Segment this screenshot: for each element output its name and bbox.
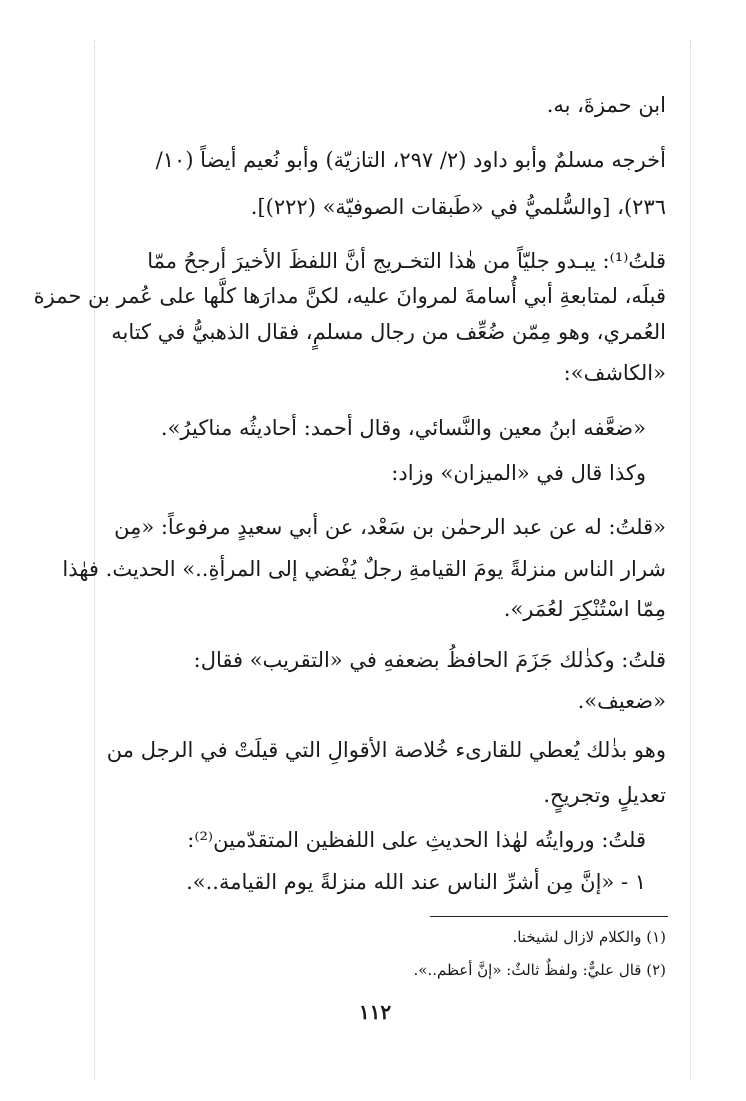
footnote: (٢) قال عليٌّ: ولفظٌ ثالثٌ: «إنَّ أعظم..». [413, 961, 666, 979]
body-line: وكذا قال في «الميزان» وزاد: [391, 461, 646, 485]
quote-line: «قلتُ: له عن عبد الرحمٰن بن سَعْد، عن أبي سعيدٍ مرفوعاً: «مِن [114, 515, 666, 539]
footnote-separator [430, 916, 668, 917]
footnote: (١) والكلام لازال لشيخنا. [512, 928, 666, 946]
body-line: «الكاشف»: [563, 361, 666, 385]
body-line: ٢٣٦)، [والسُّلميُّ في «طَبقات الصوفيّة» (٢٢٢)]. [250, 195, 666, 219]
body-line: العُمري، وهو مِمّن ضُعِّف من رجال مسلمٍ، فقال الذهبيُّ في كتابه [111, 320, 666, 344]
quote-line: شرار الناس منزلةً يومَ القيامةِ رجلٌ يُفْضي إلى المرأةِ..» الحديث. فهٰذا [62, 557, 666, 581]
body-line: قلتُ: وروايتُه لهٰذا الحديثِ على اللفظين المتقدّمين⁽²⁾: [187, 828, 646, 852]
body-line: قلتُ: وكذٰلك جَزَمَ الحافظُ بضعفهِ في «التقريب» فقال: [193, 648, 666, 672]
margin-guide-right [690, 40, 693, 1080]
body-line: أخرجه مسلمٌ وأبو داود (٢/ ٢٩٧، التازيّة) وأبو نُعيم أيضاً (١٠/ [155, 148, 666, 172]
body-line: تعديلٍ وتجريحٍ. [543, 783, 666, 807]
body-line: وهو بذٰلك يُعطي للقارىء خُلاصة الأقوالِ التي قيلَتْ في الرجل من [106, 738, 666, 762]
body-line: ابن حمزةَ، به. [546, 93, 666, 117]
body-line: قلتُ⁽¹⁾: يبـدو جليّاً من هٰذا التخـريج أنَّ اللفظَ الأخيرَ أرجحُ ممّا [147, 249, 666, 273]
quote-line: «ضعَّفه ابنُ معين والنَّسائي، وقال أحمد: أحاديثُه مناكيرُ». [160, 416, 646, 440]
quote-line: مِمّا اسْتُنْكِرَ لعُمَر». [503, 597, 666, 621]
list-item: ١ - «إنَّ مِن أشرِّ الناس عند الله منزلةً يوم القيامة..». [186, 870, 646, 894]
page-number: ١١٢ [358, 1000, 392, 1024]
body-line: «ضعيف». [577, 689, 666, 713]
body-line: قبلَه، لمتابعةِ أبي أُسامةَ لمروانَ عليه، لكنَّ مدارَها كلَّها على عُمر بن حمزة [33, 284, 666, 308]
